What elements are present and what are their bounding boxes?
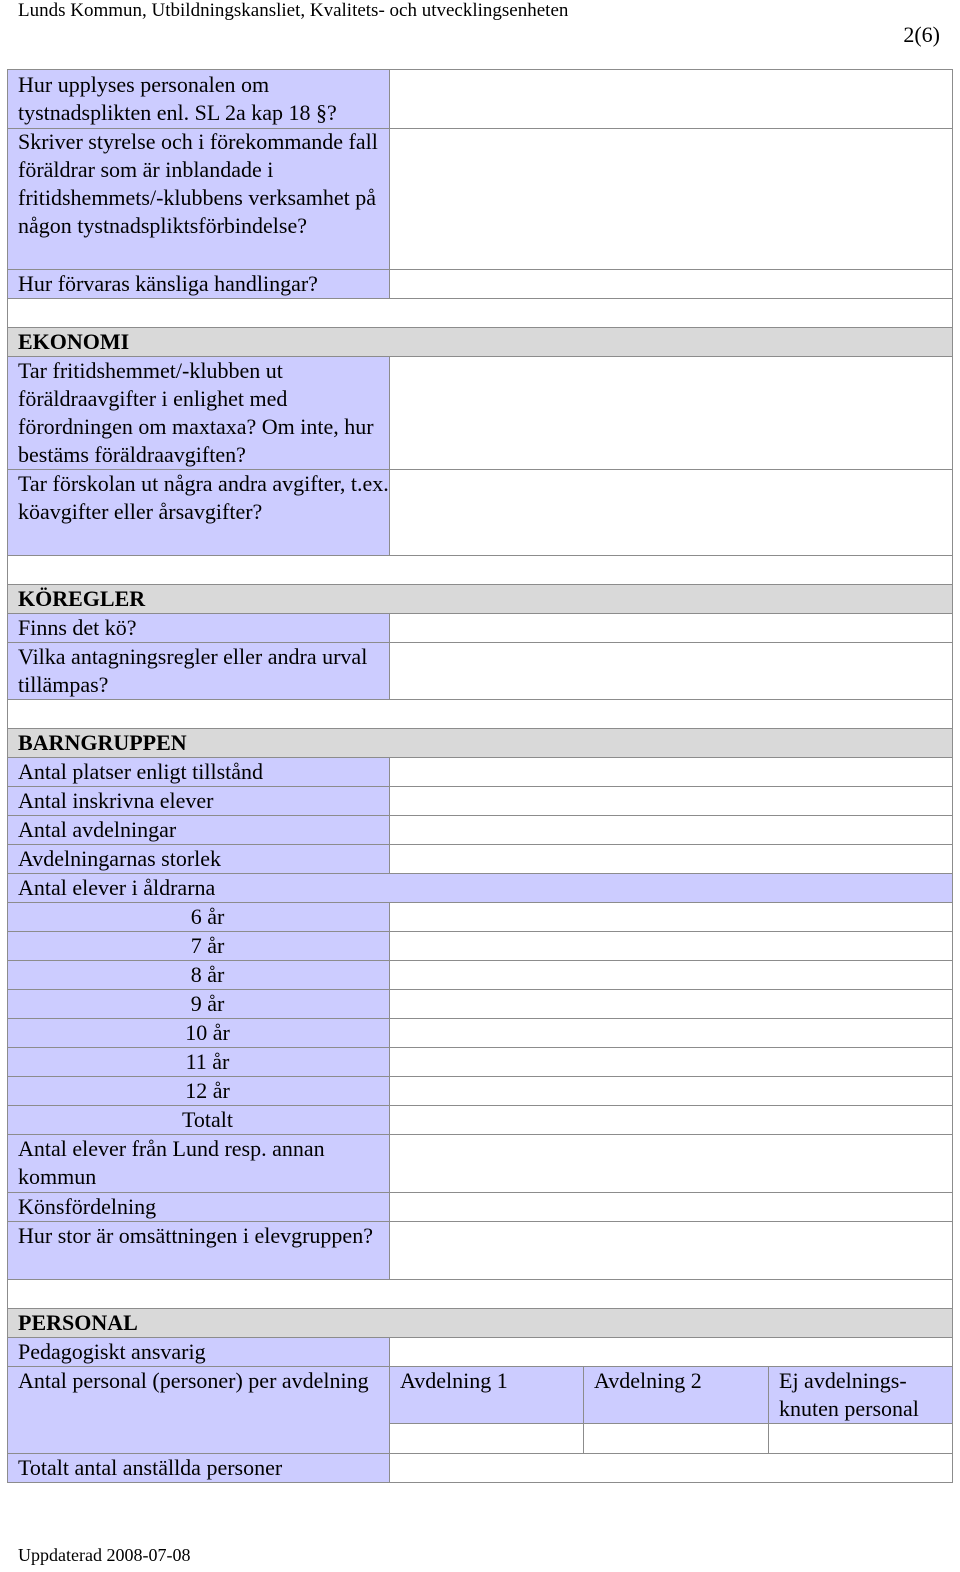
answer-field-tystnadsplikt[interactable] <box>389 69 953 129</box>
column-label-ej-avdelningsknuten: Ej avdelnings-knuten personal <box>779 1368 919 1421</box>
answer-field-kommun[interactable] <box>389 1134 953 1193</box>
question-platser: Antal platser enligt tillstånd <box>18 759 264 784</box>
age-label: 6 år <box>190 904 225 929</box>
spacer-row <box>7 555 953 585</box>
answer-field-avdelning-1[interactable] <box>389 1423 584 1454</box>
page-number: 2(6) <box>903 22 940 47</box>
answer-field-age[interactable] <box>389 931 953 961</box>
answer-field-kon[interactable] <box>389 1192 953 1222</box>
spacer-row <box>7 298 953 328</box>
answer-field-avdelning-2[interactable] <box>583 1423 769 1454</box>
age-total-label: Totalt <box>181 1107 233 1132</box>
answer-field-ej-avdelningsknuten[interactable] <box>768 1423 953 1454</box>
question-storlek: Avdelningarnas storlek <box>18 846 222 871</box>
column-label-avdelning-2: Avdelning 2 <box>594 1368 702 1393</box>
age-label: 10 år <box>185 1020 230 1045</box>
section-title-koregler: KÖREGLER <box>18 586 146 611</box>
answer-field-age[interactable] <box>389 1018 953 1048</box>
question-andra-avgifter: Tar förskolan ut några andra avgifter, t.ex. köavgifter eller årsavgifter? <box>18 471 389 524</box>
question-omsattning: Hur stor är omsättningen i elevgruppen? <box>18 1223 373 1248</box>
age-label: 11 år <box>185 1049 230 1074</box>
spacer-row <box>7 1279 953 1309</box>
answer-field-ko[interactable] <box>389 613 953 643</box>
question-maxtaxa: Tar fritidshemmet/-klubben ut föräldraavgifter i enlighet med förordningen om maxtaxa? Om inte, hur bestäms föräldraavgiften? <box>18 358 374 467</box>
answer-field-platser[interactable] <box>389 757 953 787</box>
question-ansvarig: Pedagogiskt ansvarig <box>18 1339 206 1364</box>
question-tystnadsforbindelse: Skriver styrelse och i förekommande fall föräldrar som är inblandade i fritidshemmets/-klubbens verksamhet på någon tystnadspliktsförbindelse? <box>18 129 378 238</box>
question-antagningsregler: Vilka antagningsregler eller andra urval tillämpas? <box>18 644 368 697</box>
question-per-avdelning: Antal personal (personer) per avdelning <box>18 1368 369 1393</box>
section-title-personal: PERSONAL <box>18 1310 138 1335</box>
question-inskrivna: Antal inskrivna elever <box>18 788 214 813</box>
section-title-ekonomi: EKONOMI <box>18 329 130 354</box>
section-title-barngruppen: BARNGRUPPEN <box>18 730 187 755</box>
age-label: 9 år <box>190 991 225 1016</box>
question-avdelningar: Antal avdelningar <box>18 817 177 842</box>
question-kon: Könsfördelning <box>18 1194 157 1219</box>
answer-field-age[interactable] <box>389 1047 953 1077</box>
answer-field-total[interactable] <box>389 1105 953 1135</box>
answer-field-ansvarig[interactable] <box>389 1337 953 1367</box>
question-tystnadsplikt: Hur upplyses personalen om tystnadsplikten enl. SL 2a kap 18 §? <box>18 72 337 125</box>
answer-field-storlek[interactable] <box>389 844 953 874</box>
answer-field-age[interactable] <box>389 960 953 990</box>
question-aldrarna: Antal elever i åldrarna <box>18 875 216 900</box>
age-label: 7 år <box>190 933 225 958</box>
column-label-avdelning-1: Avdelning 1 <box>400 1368 508 1393</box>
answer-field-age[interactable] <box>389 1076 953 1106</box>
answer-field-totalt-anstallda[interactable] <box>389 1453 953 1483</box>
spacer-row <box>7 699 953 729</box>
answer-field-antagningsregler[interactable] <box>389 642 953 700</box>
answer-field-handlingar[interactable] <box>389 269 953 299</box>
answer-field-andra-avgifter[interactable] <box>389 469 953 556</box>
age-label: 12 år <box>185 1078 230 1103</box>
answer-field-tystnadsforbindelse[interactable] <box>389 128 953 270</box>
document-header: Lunds Kommun, Utbildningskansliet, Kvalitets- och utvecklingsenheten <box>18 0 569 21</box>
answer-field-inskrivna[interactable] <box>389 786 953 816</box>
answer-field-maxtaxa[interactable] <box>389 356 953 470</box>
question-handlingar: Hur förvaras känsliga handlingar? <box>18 271 318 296</box>
question-kommun: Antal elever från Lund resp. annan kommun <box>18 1136 325 1189</box>
answer-field-age[interactable] <box>389 989 953 1019</box>
question-ko: Finns det kö? <box>18 615 137 640</box>
answer-field-omsattning[interactable] <box>389 1221 953 1280</box>
age-label: 8 år <box>190 962 225 987</box>
answer-field-avdelningar[interactable] <box>389 815 953 845</box>
answer-field-age[interactable] <box>389 902 953 932</box>
update-date: Uppdaterad 2008-07-08 <box>18 1545 191 1565</box>
question-totalt-anstallda: Totalt antal anställda personer <box>18 1455 283 1480</box>
